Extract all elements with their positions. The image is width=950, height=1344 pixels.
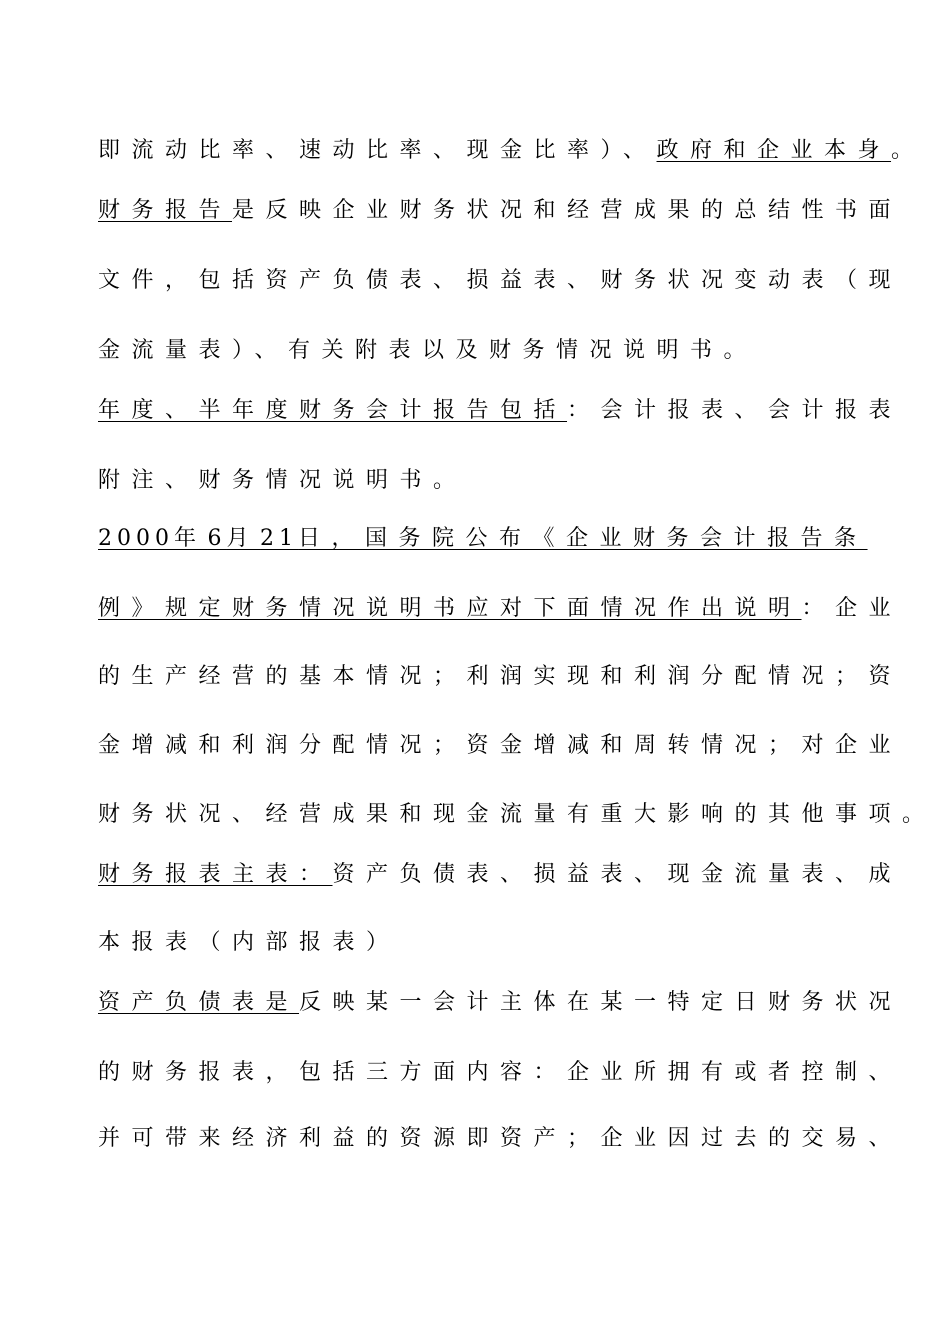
text-segment: 金流量表）、有关附表以及财务情况说明书。	[98, 338, 758, 363]
text-line	[98, 928, 858, 958]
text-line	[98, 1124, 903, 1154]
text-segment: 是反映企业财务状况和经营成果的总结性书面	[232, 198, 903, 223]
underlined-text: 月	[226, 526, 261, 551]
text-line	[98, 662, 903, 692]
text-segment: 文件，包括资产负债表、损益表、财务状况变动表（现	[98, 268, 903, 293]
underlined-text: 资产负债表是	[98, 990, 300, 1015]
underlined-text: 例》规定财务情况说明书应对下面情况作出说明	[98, 596, 802, 621]
text-segment: 即流动比率、速动比率、现金比率）、	[98, 138, 657, 163]
text-segment: 附注、财务情况说明书。	[98, 468, 467, 493]
underlined-text: 日，国务院公布《企业财务会计报告条	[298, 526, 868, 551]
text-segment: 。	[891, 138, 925, 163]
text-line	[98, 860, 903, 890]
text-segment: 并可带来经济利益的资源即资产；企业因过去的交易、	[98, 1126, 903, 1151]
text-line	[98, 266, 903, 296]
text-line	[98, 800, 936, 830]
text-segment: 资产负债表、损益表、现金流量表、成	[332, 862, 903, 887]
text-segment: 的财务报表，包括三方面内容：企业所拥有或者控制、	[98, 1060, 903, 1085]
underlined-text: 财务报告	[98, 198, 233, 223]
text-line	[98, 524, 868, 554]
text-line	[98, 1058, 903, 1088]
underlined-text: 6	[207, 526, 227, 551]
text-segment: 本报表（内部报表）	[98, 930, 400, 955]
underlined-text: 2000	[98, 526, 174, 551]
text-line	[98, 731, 903, 761]
text-segment: 的生产经营的基本情况；利润实现和利润分配情况；资	[98, 664, 903, 689]
text-segment: ：企业	[801, 596, 903, 621]
text-line	[98, 396, 903, 426]
text-segment: ：会计报表、会计报表	[567, 398, 903, 423]
text-segment: 反映某一会计主体在某一特定日财务状况	[299, 990, 903, 1015]
underlined-text: 21	[260, 526, 299, 551]
text-segment: 金增减和利润分配情况；资金增减和周转情况；对企业	[98, 733, 903, 758]
text-line	[98, 466, 858, 496]
underlined-text: 年度、半年度财务会计报告包括	[98, 398, 568, 423]
text-line	[98, 594, 903, 624]
text-line	[98, 988, 903, 1018]
text-segment: 财务状况、经营成果和现金流量有重大影响的其他事项。	[98, 802, 936, 827]
text-line	[98, 336, 858, 366]
text-line	[98, 196, 903, 226]
underlined-text: 政府和企业本身	[656, 138, 892, 163]
text-line	[98, 136, 925, 166]
underlined-text: 年	[174, 526, 208, 551]
underlined-text: 财务报表主表：	[98, 862, 333, 887]
